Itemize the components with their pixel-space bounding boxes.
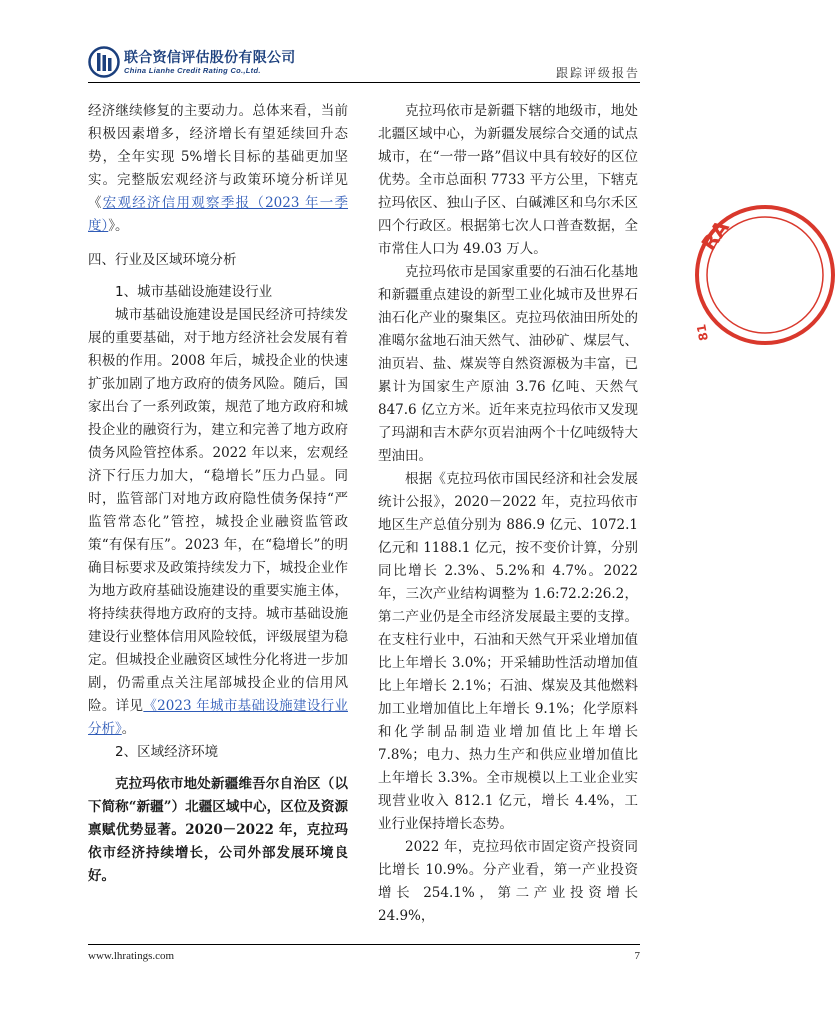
company-name-en: China Lianhe Credit Rating Co.,Ltd. (124, 66, 261, 75)
karamay-investment-paragraph: 2022 年，克拉玛依市固定资产投资同比增长 10.9%。分产业看，第一产业投资增长 254.1%，第二产业投资增长 24.9%， (378, 839, 638, 924)
left-column (88, 100, 348, 888)
company-logo-icon (88, 46, 120, 78)
company-seal-stamp (690, 200, 840, 350)
page-header (88, 46, 640, 82)
karamay-gdp-paragraph: 根据《克拉玛依市国民经济和社会发展统计公报》，2020－2022 年，克拉玛依市地区生产总值分别为 886.9 亿元、1072.1 亿元和 1188.1 亿元，按不变价计算，分别同比增长 2.3%、5.2%和 4.7%。2022 年，三次产业结构调整为 1.6:72.2:26.2，第二产业仍是全市经济发展最主要的支撑。在支柱行业中，石油和天然气开采业增加值比上年增长 3.0%；开采辅助性活动增加值比上年增长 2.1%；石油、煤炭及其他燃料加工业增加值比上年增长 9.1%；化学原料和化学制品制造业增加值比上年增长 7.8%；电力、热力生产和供应业增加值比上年增长 3.3%。全市规模以上工业企业实现营业收入 812.1 亿元，增长 4.4%，工业行业保持增长态势。 (378, 471, 638, 832)
header-divider (88, 82, 640, 83)
macro-summary-end: 》。 (108, 218, 129, 234)
macro-summary-paragraph (88, 100, 348, 238)
stamp-text: RA (696, 215, 734, 255)
page-number: 7 (634, 950, 640, 962)
karamay-resources-paragraph: 克拉玛依市是国家重要的石油石化基地和新疆重点建设的新型工业化城市及世界石油石化产业的聚集区。克拉玛依油田所处的准噶尔盆地石油天然气、油砂矿、煤层气、油页岩、盐、煤炭等自然资源极为丰富，已累计为国家生产原油 3.76 亿吨、天然气 847.6 亿立方米。近年来克拉玛依市又发现了玛湖和吉木萨尔页岩油两个十亿吨级特大型油田。 (378, 264, 638, 464)
report-type-label: 跟踪评级报告 (555, 66, 640, 80)
company-name-cn: 联合资信评估股份有限公司 (124, 50, 296, 66)
urban-infrastructure-paragraph (88, 304, 348, 741)
subsection-heading-urban-infrastructure: 1、城市基础设施建设行业 (115, 284, 273, 300)
industry-report-link[interactable]: 《2023 年城市基础设施建设行业分析》 (88, 698, 348, 737)
svg-text:81: 81 (694, 323, 711, 342)
right-column (378, 100, 638, 928)
macro-summary-text: 经济继续修复的主要动力。总体来看，当前积极因素增多，经济增长有望延续回升态势，全年实现 5%增长目标的基础更加坚实。完整版宏观经济与政策环境分析详见《 (88, 103, 348, 211)
urban-infrastructure-text: 城市基础设施建设是国民经济可持续发展的重要基础，对于地方经济社会发展有着积极的作用。2008 年后，城投企业的快速扩张加剧了地方政府的债务风险。随后，国家出台了一系列政策，规范了地方政府和城投企业的融资行为，建立和完善了地方政府债务风险管控体系。2022 年以来，宏观经济下行压力加大，“稳增长”压力凸显。同时，监管部门对地方政府隐性债务保持“严监管常态化”管控，城投企业融资监管政策“有保有压”。2023 年，在“稳增长”的明确目标要求及政策持续发力下，城投企业作为地方政府基础设施建设的重要实施主体，将持续获得地方政府的支持。城市基础设施建设行业整体信用风险较低，评级展望为稳定。但城投企业融资区域性分化将进一步加剧，仍需重点关注尾部城投企业的信用风险。详见 (88, 307, 348, 714)
macro-report-link[interactable]: 宏观经济信用观察季报（2023 年一季度） (88, 195, 349, 234)
subsection-heading-regional-economy: 2、区域经济环境 (115, 744, 219, 760)
footer-divider (88, 944, 640, 945)
footer-website-link[interactable]: www.lhratings.com (88, 950, 175, 962)
karamay-location-paragraph: 克拉玛依市是新疆下辖的地级市，地处北疆区域中心，为新疆发展综合交通的试点城市，在“一带一路”倡议中具有较好的区位优势。全市总面积 7733 平方公里，下辖克拉玛依区、独山子区、白碱滩区和乌尔禾区四个行政区。根据第七次人口普查数据，全市常住人口为 49.03 万人。 (378, 103, 638, 257)
section-heading-industry-region: 四、行业及区域环境分析 (88, 252, 237, 268)
urban-infrastructure-end: 。 (121, 721, 136, 737)
regional-summary-bold: 克拉玛依市地处新疆维吾尔自治区（以下简称“新疆”）北疆区域中心，区位及资源禀赋优势显著。2020－2022 年，克拉玛依市经济持续增长，公司外部发展环境良好。 (88, 776, 348, 884)
